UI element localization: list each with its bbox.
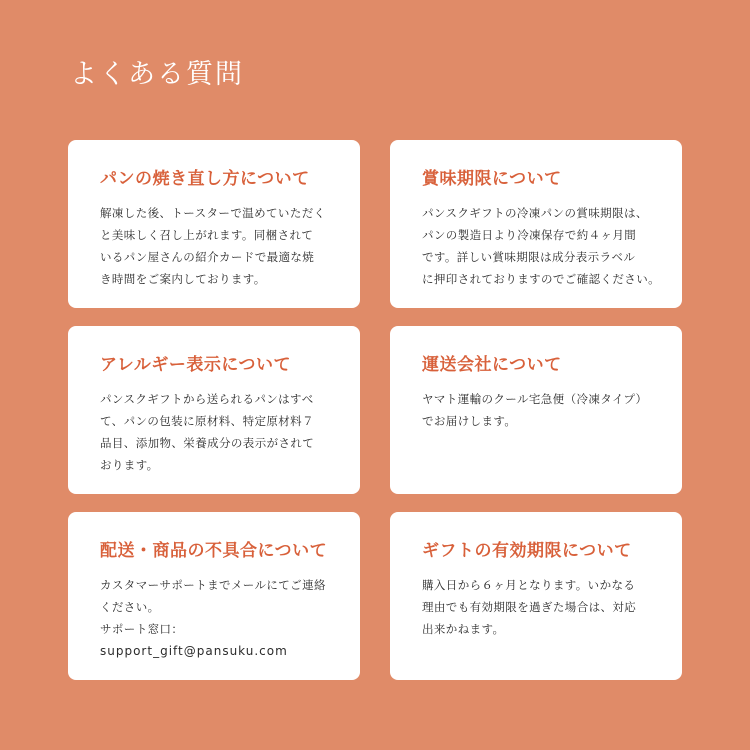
faq-answer xyxy=(100,574,342,662)
faq-answer-line: 購入日から６ヶ月となります。いかなる xyxy=(422,578,636,592)
faq-answer-line: パンの製造日より冷凍保存で約４ヶ月間 xyxy=(422,228,637,242)
faq-answer xyxy=(100,202,342,290)
faq-answer-line: ください。 xyxy=(100,600,160,614)
page-title: よくある質問 xyxy=(70,59,244,90)
faq-card-defects xyxy=(68,512,360,680)
faq-answer-line: です。詳しい賞味期限は成分表示ラベル xyxy=(422,250,636,264)
faq-card-shipping xyxy=(390,326,682,494)
support-email[interactable]: support_gift@pansuku.com xyxy=(100,644,288,658)
faq-answer xyxy=(422,388,664,432)
faq-card-reheating xyxy=(68,140,360,308)
faq-card-expiry xyxy=(390,140,682,308)
faq-answer xyxy=(422,574,664,640)
faq-answer-line: き時間をご案内しております。 xyxy=(100,272,266,286)
faq-answer-line: サポート窓口： xyxy=(100,622,184,636)
faq-title: ギフトの有効期限について xyxy=(422,541,632,561)
faq-card-gift-validity xyxy=(390,512,682,680)
faq-answer-line: て、パンの包装に原材料、特定原材料７ xyxy=(100,414,314,428)
faq-answer-line: カスタマーサポートまでメールにてご連絡 xyxy=(100,578,326,592)
faq-answer-line: と美味しく召し上がれます。同梱されて xyxy=(100,228,314,242)
faq-answer-line: 解凍した後、トースターで温めていただく xyxy=(100,206,326,220)
faq-answer-line: いるパン屋さんの紹介カードで最適な焼 xyxy=(100,250,315,264)
faq-answer-line: 出来かねます。 xyxy=(422,622,505,636)
faq-answer-line: パンスクギフトから送られるパンはすべ xyxy=(100,392,314,406)
faq-answer-line: ヤマト運輸のクール宅急便（冷凍タイプ） xyxy=(422,392,648,406)
faq-title: 賞味期限について xyxy=(422,169,562,189)
faq-card-allergy xyxy=(68,326,360,494)
faq-answer-line: パンスクギフトの冷凍パンの賞味期限は、 xyxy=(422,206,648,220)
faq-answer-line: おります。 xyxy=(100,458,159,472)
faq-answer xyxy=(422,202,664,290)
faq-answer-line: に押印されておりますのでご確認ください。 xyxy=(422,272,660,286)
faq-answer-line: でお届けします。 xyxy=(422,414,517,428)
faq-title: 配送・商品の不具合について xyxy=(100,541,328,561)
faq-answer xyxy=(100,388,342,476)
faq-title: パンの焼き直し方について xyxy=(100,169,310,189)
faq-title: 運送会社について xyxy=(422,355,562,375)
faq-title: アレルギー表示について xyxy=(100,355,292,375)
faq-answer-line: 理由でも有効期限を過ぎた場合は、対応 xyxy=(422,600,637,614)
faq-answer-line: 品目、添加物、栄養成分の表示がされて xyxy=(100,436,315,450)
